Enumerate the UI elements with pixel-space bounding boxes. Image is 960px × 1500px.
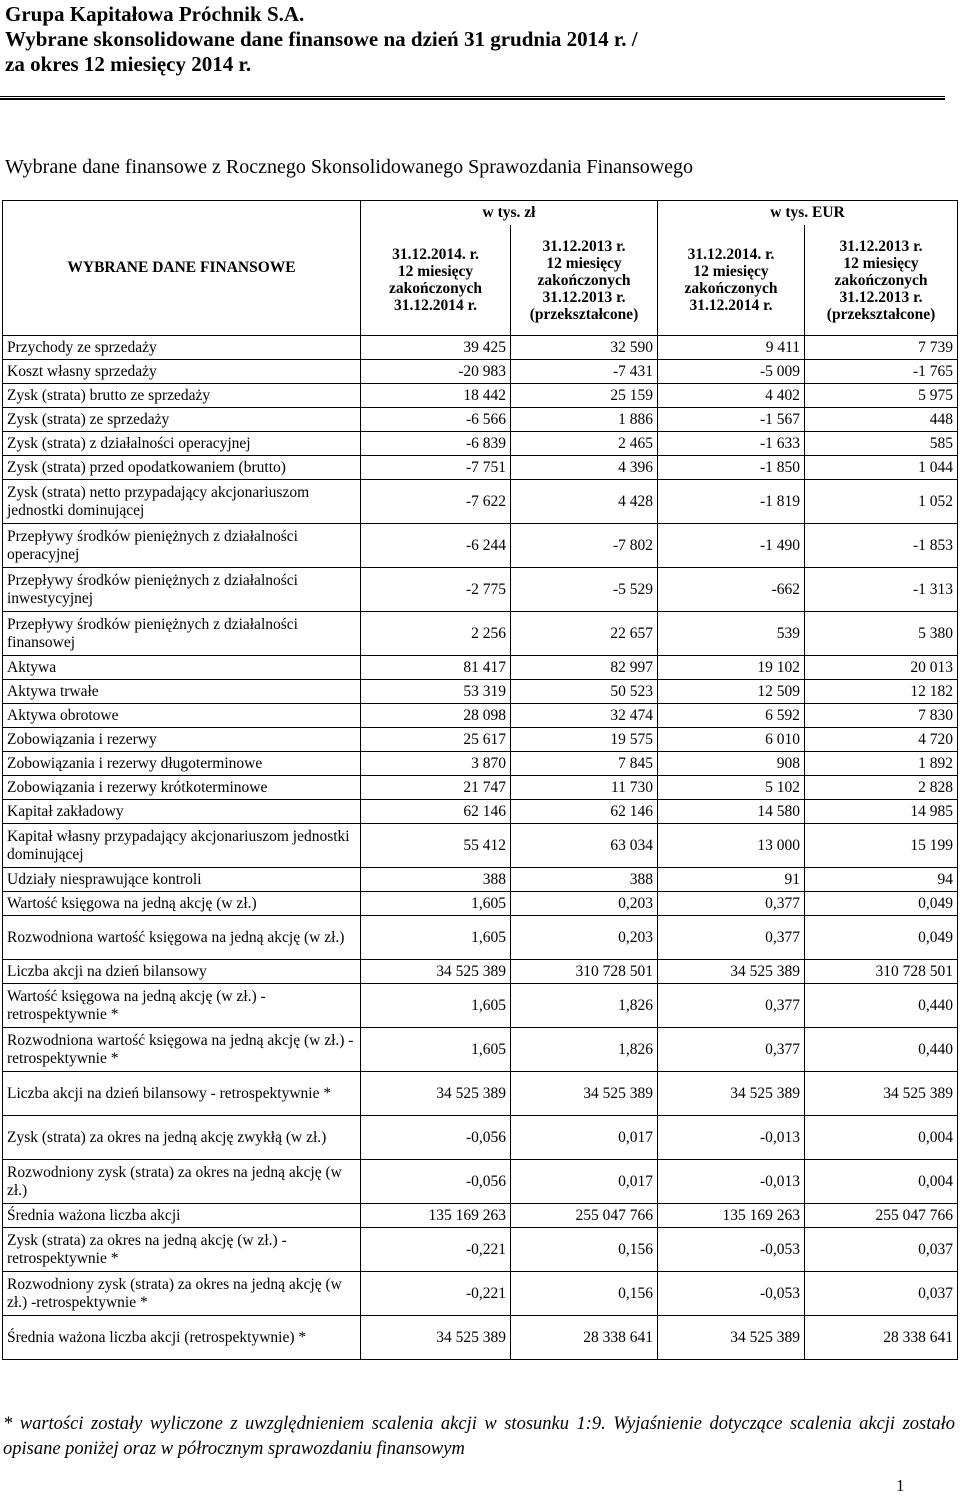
value-2014-pln: 1,605 bbox=[361, 916, 511, 960]
table-row bbox=[3, 432, 958, 456]
value-2013-pln: 4 428 bbox=[511, 480, 658, 524]
value-2014-pln: -6 566 bbox=[361, 408, 511, 432]
value-2014-pln: 388 bbox=[361, 868, 511, 892]
table-row bbox=[3, 680, 958, 704]
value-2014-pln: 34 525 389 bbox=[361, 1072, 511, 1116]
value-2014-eur: -1 850 bbox=[658, 456, 805, 480]
document-header bbox=[5, 2, 638, 77]
value-2014-pln: 21 747 bbox=[361, 776, 511, 800]
value-2013-pln: 34 525 389 bbox=[511, 1072, 658, 1116]
value-2014-pln: 62 146 bbox=[361, 800, 511, 824]
row-label: Zobowiązania i rezerwy długoterminowe bbox=[3, 752, 361, 776]
row-label: Przepływy środków pieniężnych z działalności operacyjnej bbox=[3, 524, 361, 568]
value-2013-pln: 62 146 bbox=[511, 800, 658, 824]
footnote: * wartości zostały wyliczone z uwzględnieniem scalenia akcji w stosunku 1:9. Wyjaśnienie dotyczące scalenia akcji zostało opisane poniżej oraz w półrocznym sprawozdaniu finansowym bbox=[3, 1414, 955, 1459]
column-header-2014-eur bbox=[658, 225, 805, 336]
value-2013-eur: 7 830 bbox=[805, 704, 958, 728]
header-rule bbox=[0, 96, 945, 100]
column-header-line: zakończonych bbox=[834, 271, 928, 289]
table-row bbox=[3, 360, 958, 384]
value-2014-eur: -1 633 bbox=[658, 432, 805, 456]
value-2014-pln: 55 412 bbox=[361, 824, 511, 868]
row-label: Aktywa obrotowe bbox=[3, 704, 361, 728]
value-2014-pln: -20 983 bbox=[361, 360, 511, 384]
value-2013-eur: 1 044 bbox=[805, 456, 958, 480]
row-label: Zysk (strata) netto przypadający akcjonariuszom jednostki dominującej bbox=[3, 480, 361, 524]
value-2013-pln: 19 575 bbox=[511, 728, 658, 752]
value-2014-pln: 1,605 bbox=[361, 1028, 511, 1072]
section-subtitle: Wybrane dane finansowe z Rocznego Skonsolidowanego Sprawozdania Finansowego bbox=[5, 156, 694, 178]
value-2013-eur: 255 047 766 bbox=[805, 1204, 958, 1228]
column-header-line: 31.12.2014 r. bbox=[689, 297, 773, 314]
row-label: Kapitał własny przypadający akcjonariuszom jednostki dominującej bbox=[3, 824, 361, 868]
unit-eur-header: w tys. EUR bbox=[658, 201, 958, 226]
value-2013-eur: 12 182 bbox=[805, 680, 958, 704]
value-2013-pln: 22 657 bbox=[511, 612, 658, 656]
table-row bbox=[3, 960, 958, 984]
value-2013-pln: -5 529 bbox=[511, 568, 658, 612]
value-2013-pln: -7 802 bbox=[511, 524, 658, 568]
row-label: Średnia ważona liczba akcji bbox=[3, 1204, 361, 1228]
table-row bbox=[3, 408, 958, 432]
value-2013-pln: 1 886 bbox=[511, 408, 658, 432]
value-2013-eur: 5 975 bbox=[805, 384, 958, 408]
value-2013-pln: 7 845 bbox=[511, 752, 658, 776]
table-row bbox=[3, 1116, 958, 1160]
value-2013-pln: 255 047 766 bbox=[511, 1204, 658, 1228]
row-label: Zysk (strata) przed opodatkowaniem (brutto) bbox=[3, 456, 361, 480]
row-label: Zysk (strata) ze sprzedaży bbox=[3, 408, 361, 432]
page-number: 1 bbox=[896, 1476, 905, 1495]
value-2014-eur: 13 000 bbox=[658, 824, 805, 868]
value-2013-pln: 50 523 bbox=[511, 680, 658, 704]
value-2014-pln: -2 775 bbox=[361, 568, 511, 612]
value-2013-eur: 14 985 bbox=[805, 800, 958, 824]
table-row bbox=[3, 916, 958, 960]
value-2013-eur: 1 052 bbox=[805, 480, 958, 524]
value-2014-pln: 135 169 263 bbox=[361, 1204, 511, 1228]
value-2014-eur: -662 bbox=[658, 568, 805, 612]
column-header-line: (przekształcone) bbox=[826, 305, 936, 323]
column-header-line: 12 miesięcy bbox=[546, 254, 622, 272]
value-2014-pln: -7 751 bbox=[361, 456, 511, 480]
value-2013-eur: 7 739 bbox=[805, 336, 958, 360]
row-label: Zobowiązania i rezerwy bbox=[3, 728, 361, 752]
column-header-line: 31.12.2014. r. bbox=[392, 246, 479, 263]
value-2014-pln: 39 425 bbox=[361, 336, 511, 360]
value-2014-eur: -0,013 bbox=[658, 1160, 805, 1204]
table-row bbox=[3, 612, 958, 656]
value-2014-eur: 14 580 bbox=[658, 800, 805, 824]
value-2013-eur: 28 338 641 bbox=[805, 1316, 958, 1360]
value-2014-eur: 9 411 bbox=[658, 336, 805, 360]
row-label: Przepływy środków pieniężnych z działalności finansowej bbox=[3, 612, 361, 656]
value-2014-pln: 34 525 389 bbox=[361, 1316, 511, 1360]
value-2014-pln: -0,056 bbox=[361, 1116, 511, 1160]
row-label: Przepływy środków pieniężnych z działalności inwestycyjnej bbox=[3, 568, 361, 612]
value-2013-pln: 82 997 bbox=[511, 656, 658, 680]
value-2014-eur: 4 402 bbox=[658, 384, 805, 408]
value-2014-eur: -0,053 bbox=[658, 1272, 805, 1316]
value-2014-eur: 34 525 389 bbox=[658, 1316, 805, 1360]
value-2013-pln: 4 396 bbox=[511, 456, 658, 480]
column-header-line: (przekształcone) bbox=[529, 305, 639, 323]
column-header-line: zakończonych bbox=[684, 280, 778, 297]
value-2014-pln: 25 617 bbox=[361, 728, 511, 752]
company-name: Grupa Kapitałowa Próchnik S.A. bbox=[5, 2, 305, 26]
value-2013-pln: 32 590 bbox=[511, 336, 658, 360]
value-2013-pln: 0,203 bbox=[511, 892, 658, 916]
table-row bbox=[3, 728, 958, 752]
value-2014-pln: 1,605 bbox=[361, 892, 511, 916]
table-row bbox=[3, 704, 958, 728]
value-2014-pln: 18 442 bbox=[361, 384, 511, 408]
value-2014-pln: -7 622 bbox=[361, 480, 511, 524]
value-2014-eur: -0,053 bbox=[658, 1228, 805, 1272]
value-2014-pln: 2 256 bbox=[361, 612, 511, 656]
value-2014-pln: 53 319 bbox=[361, 680, 511, 704]
table-row bbox=[3, 1028, 958, 1072]
value-2014-eur: 91 bbox=[658, 868, 805, 892]
value-2013-eur: -1 853 bbox=[805, 524, 958, 568]
document-title: Wybrane skonsolidowane dane finansowe na dzień 31 grudnia 2014 r. / bbox=[5, 27, 638, 51]
column-header-line: 31.12.2013 r. bbox=[839, 237, 923, 255]
value-2014-eur: 0,377 bbox=[658, 892, 805, 916]
column-header-line: 31.12.2013 r. bbox=[542, 237, 626, 255]
value-2013-eur: 0,004 bbox=[805, 1160, 958, 1204]
value-2013-pln: 28 338 641 bbox=[511, 1316, 658, 1360]
table-row bbox=[3, 524, 958, 568]
value-2014-eur: 19 102 bbox=[658, 656, 805, 680]
row-label: Liczba akcji na dzień bilansowy - retrospektywnie * bbox=[3, 1072, 361, 1116]
value-2014-eur: 34 525 389 bbox=[658, 960, 805, 984]
table-row bbox=[3, 892, 958, 916]
row-label: Zysk (strata) za okres na jedną akcję zwykłą (w zł.) bbox=[3, 1116, 361, 1160]
row-label: Zobowiązania i rezerwy krótkoterminowe bbox=[3, 776, 361, 800]
value-2014-eur: 6 592 bbox=[658, 704, 805, 728]
row-label: Koszt własny sprzedaży bbox=[3, 360, 361, 384]
table-unit-row bbox=[3, 201, 958, 226]
value-2013-eur: -1 765 bbox=[805, 360, 958, 384]
table-row bbox=[3, 800, 958, 824]
value-2014-pln: 28 098 bbox=[361, 704, 511, 728]
value-2014-pln: 3 870 bbox=[361, 752, 511, 776]
value-2014-eur: 135 169 263 bbox=[658, 1204, 805, 1228]
value-2013-pln: 1,826 bbox=[511, 1028, 658, 1072]
value-2013-eur: 94 bbox=[805, 868, 958, 892]
row-label: Zysk (strata) brutto ze sprzedaży bbox=[3, 384, 361, 408]
row-header-cell bbox=[3, 201, 361, 336]
value-2014-eur: 0,377 bbox=[658, 916, 805, 960]
value-2013-eur: 310 728 501 bbox=[805, 960, 958, 984]
value-2013-eur: 0,037 bbox=[805, 1272, 958, 1316]
value-2014-eur: 12 509 bbox=[658, 680, 805, 704]
row-label: Przychody ze sprzedaży bbox=[3, 336, 361, 360]
value-2014-eur: -1 819 bbox=[658, 480, 805, 524]
value-2013-eur: 0,440 bbox=[805, 1028, 958, 1072]
column-header-line: 12 miesięcy bbox=[397, 263, 474, 280]
value-2013-pln: 0,156 bbox=[511, 1272, 658, 1316]
row-label: Wartość księgowa na jedną akcję (w zł.) bbox=[3, 892, 361, 916]
value-2013-eur: 0,049 bbox=[805, 892, 958, 916]
financial-data-table bbox=[2, 200, 958, 1360]
row-label: Kapitał zakładowy bbox=[3, 800, 361, 824]
value-2013-pln: 1,826 bbox=[511, 984, 658, 1028]
table-row bbox=[3, 824, 958, 868]
value-2014-eur: 0,377 bbox=[658, 984, 805, 1028]
column-header-2013-pln bbox=[511, 225, 658, 336]
value-2013-pln: 2 465 bbox=[511, 432, 658, 456]
table-row bbox=[3, 984, 958, 1028]
value-2014-eur: -0,013 bbox=[658, 1116, 805, 1160]
table-row bbox=[3, 1272, 958, 1316]
table-row bbox=[3, 336, 958, 360]
value-2013-eur: 2 828 bbox=[805, 776, 958, 800]
value-2014-pln: 1,605 bbox=[361, 984, 511, 1028]
row-label: Aktywa trwałe bbox=[3, 680, 361, 704]
value-2013-pln: 32 474 bbox=[511, 704, 658, 728]
value-2014-pln: -6 244 bbox=[361, 524, 511, 568]
column-header-line: 12 miesięcy bbox=[693, 263, 769, 280]
column-header-line: zakończonych bbox=[537, 271, 631, 289]
row-label: Zysk (strata) za okres na jedną akcję (w zł.) - retrospektywnie * bbox=[3, 1228, 361, 1272]
table-row bbox=[3, 868, 958, 892]
row-label: Średnia ważona liczba akcji (retrospektywnie) * bbox=[3, 1316, 361, 1360]
table-row bbox=[3, 1228, 958, 1272]
value-2014-eur: 34 525 389 bbox=[658, 1072, 805, 1116]
value-2014-pln: -0,221 bbox=[361, 1272, 511, 1316]
value-2013-pln: 0,017 bbox=[511, 1116, 658, 1160]
value-2013-pln: 0,156 bbox=[511, 1228, 658, 1272]
value-2013-pln: -7 431 bbox=[511, 360, 658, 384]
row-label: Wartość księgowa na jedną akcję (w zł.) - retrospektywnie * bbox=[3, 984, 361, 1028]
value-2014-eur: 5 102 bbox=[658, 776, 805, 800]
row-label: Zysk (strata) z działalności operacyjnej bbox=[3, 432, 361, 456]
value-2013-eur: 0,049 bbox=[805, 916, 958, 960]
column-header-line: zakończonych bbox=[389, 280, 482, 297]
value-2014-pln: 34 525 389 bbox=[361, 960, 511, 984]
value-2014-eur: 6 010 bbox=[658, 728, 805, 752]
row-label: Rozwodniona wartość księgowa na jedną akcję (w zł.) -retrospektywnie * bbox=[3, 1028, 361, 1072]
value-2013-pln: 388 bbox=[511, 868, 658, 892]
table-row bbox=[3, 1316, 958, 1360]
value-2014-pln: 81 417 bbox=[361, 656, 511, 680]
value-2013-pln: 11 730 bbox=[511, 776, 658, 800]
value-2013-eur: 1 892 bbox=[805, 752, 958, 776]
value-2014-eur: 0,377 bbox=[658, 1028, 805, 1072]
value-2013-pln: 0,017 bbox=[511, 1160, 658, 1204]
value-2014-eur: -1 567 bbox=[658, 408, 805, 432]
row-label: Aktywa bbox=[3, 656, 361, 680]
value-2014-eur: 539 bbox=[658, 612, 805, 656]
row-label: Rozwodniony zysk (strata) za okres na jedną akcję (w zł.) bbox=[3, 1160, 361, 1204]
column-header-line: 31.12.2013 r. bbox=[839, 288, 923, 306]
value-2013-eur: 4 720 bbox=[805, 728, 958, 752]
column-header-line: 31.12.2014 r. bbox=[394, 297, 477, 314]
row-label: Udziały niesprawujące kontroli bbox=[3, 868, 361, 892]
row-label: Liczba akcji na dzień bilansowy bbox=[3, 960, 361, 984]
value-2014-pln: -6 839 bbox=[361, 432, 511, 456]
value-2013-eur: 585 bbox=[805, 432, 958, 456]
table-row bbox=[3, 1072, 958, 1116]
value-2013-eur: 448 bbox=[805, 408, 958, 432]
table-row bbox=[3, 456, 958, 480]
value-2013-pln: 310 728 501 bbox=[511, 960, 658, 984]
table-row bbox=[3, 568, 958, 612]
table-row bbox=[3, 480, 958, 524]
table-row bbox=[3, 752, 958, 776]
value-2013-eur: 0,004 bbox=[805, 1116, 958, 1160]
value-2013-eur: 15 199 bbox=[805, 824, 958, 868]
column-header-2014-pln bbox=[361, 225, 511, 336]
value-2013-eur: 5 380 bbox=[805, 612, 958, 656]
value-2014-pln: -0,056 bbox=[361, 1160, 511, 1204]
row-label: Rozwodniony zysk (strata) za okres na jedną akcję (w zł.) -retrospektywnie * bbox=[3, 1272, 361, 1316]
value-2013-pln: 25 159 bbox=[511, 384, 658, 408]
table-row bbox=[3, 1204, 958, 1228]
table-row bbox=[3, 384, 958, 408]
value-2014-eur: -5 009 bbox=[658, 360, 805, 384]
value-2013-pln: 63 034 bbox=[511, 824, 658, 868]
value-2014-pln: -0,221 bbox=[361, 1228, 511, 1272]
document-period: za okres 12 miesięcy 2014 r. bbox=[5, 52, 252, 76]
table-row bbox=[3, 1160, 958, 1204]
value-2014-eur: -1 490 bbox=[658, 524, 805, 568]
row-label: Rozwodniona wartość księgowa na jedną akcję (w zł.) bbox=[3, 916, 361, 960]
value-2014-eur: 908 bbox=[658, 752, 805, 776]
table-row bbox=[3, 776, 958, 800]
value-2013-pln: 0,203 bbox=[511, 916, 658, 960]
value-2013-eur: 0,037 bbox=[805, 1228, 958, 1272]
value-2013-eur: -1 313 bbox=[805, 568, 958, 612]
column-header-line: 12 miesięcy bbox=[843, 254, 919, 272]
table-row bbox=[3, 656, 958, 680]
unit-pln-header: w tys. zł bbox=[361, 201, 658, 226]
column-header-line: 31.12.2014. r. bbox=[687, 246, 775, 263]
column-header-line: 31.12.2013 r. bbox=[542, 288, 626, 306]
value-2013-eur: 0,440 bbox=[805, 984, 958, 1028]
row-header-label: WYBRANE DANE FINANSOWE bbox=[67, 259, 296, 276]
value-2013-eur: 34 525 389 bbox=[805, 1072, 958, 1116]
column-header-2013-eur bbox=[805, 225, 958, 336]
value-2013-eur: 20 013 bbox=[805, 656, 958, 680]
